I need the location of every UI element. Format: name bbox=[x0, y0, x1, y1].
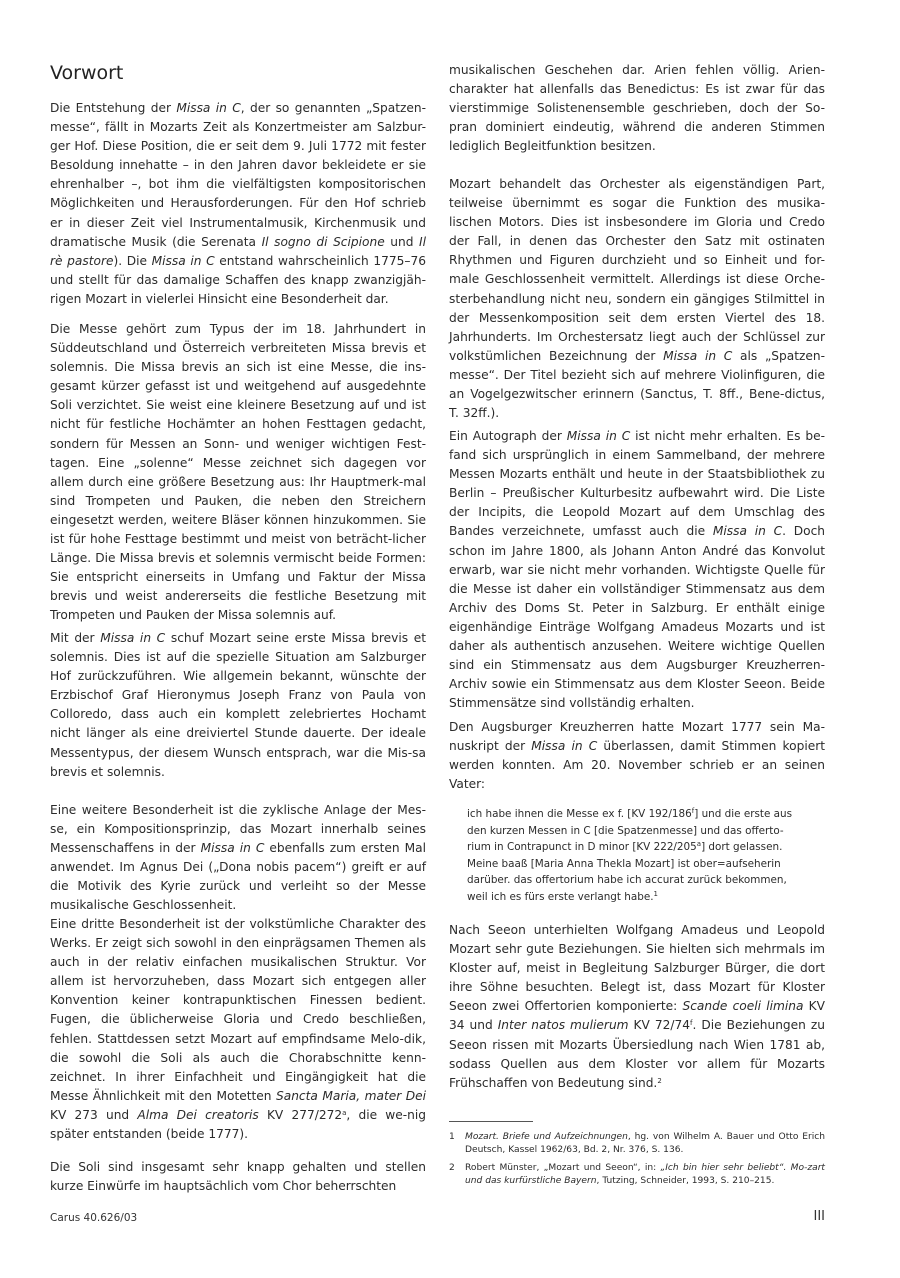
paragraph-musikalisches-geschehen: musikalischen Geschehen dar. Arien fehlen völlig. Arien-charakter hat allenfalls das Benedictus: Es ist zwar für das vierstimmige Solistenensemble geschrieben, doch der So-pran dominiert eindeutig, während die anderen Stimmen lediglich Begleitfunktion besitzen. bbox=[449, 63, 825, 154]
footnote-number: 2 bbox=[449, 1163, 455, 1173]
page-number: III bbox=[813, 1209, 825, 1224]
catalog-number: Carus 40.626/03 bbox=[50, 1212, 138, 1224]
letter-quote: ich habe ihnen die Messe ex f. [KV 192/186$^f$] und die erste aus den kurzen Messen in C [die Spatzenmesse] und das offerto-rium in Contrapunct in D minor [KV 222/205$^a$] dort gelassen. Meine baaß [Maria Anna Thekla Mozart] ist ober=aufseherin darüber. das offertorium habe ich accurat zurück bekommen, weil ich es fürs erste verlangt habe.$^1$ bbox=[467, 807, 793, 903]
paragraph-zyklische-anlage: Eine weitere Besonderheit ist die zyklische Anlage der Mes-se, ein Kompositionsprinzip, das Mozart innerhalb seines Messenschaffens in der Missa in C ebenfalls zum ersten Mal anwendet. Im Agnus Dei („Dona nobis pacem“) greift er auf die Motivik des Kyrie zurück und verleiht so der Messe musikalische Geschlossenheit. bbox=[50, 803, 427, 913]
footnote-2: 2 Robert Münster, „Mozart und Seeon“, in: „Ich bin hier sehr beliebt“. Mo-zart und das kurfürstliche Bayern, Tutzing, Schneider, 1993, S. 210–215. bbox=[449, 1162, 825, 1189]
paragraph-entstehung: Die Entstehung der Missa in C, der so genannten „Spatzen-messe“, fällt in Mozarts Zeit als Konzertmeister am Salzbur-ger Hof. Diese Position, die er seit dem 9. Juli 1772 mit fester Besoldung innehatte – in den Jahren davor bekleidete er sie ehrenhalber –, bot ihm die vielfältigsten kompositorischen Möglichkeiten und Herausforderungen. Für den Hof schrieb er in dieser Zeit viel Instrumentalmusik, Kirchenmusik und dramatische Musik (die Serenata Il sogno di Scipione und Il rè pastore). Die Missa in C entstand wahrscheinlich 1775–76 und stellt für das damalige Schaffen des knapp zwanzigjäh-rigen Mozart in vielerlei Hinsicht eine Besonderheit dar. bbox=[50, 101, 427, 306]
paragraph-augsburg: Den Augsburger Kreuzherren hatte Mozart 1777 sein Ma-nuskript der Missa in C überlassen, damit Stimmen kopiert werden konnten. Am 20. November schrieb er an seinen Vater: bbox=[449, 720, 826, 792]
paragraph-typus: Die Messe gehört zum Typus der im 18. Jahrhundert in Süddeutschland und Österreich verbreiteten Missa brevis et solemnis. Die Missa brevis an sich ist eine Messe, die ins-gesamt kürzer gefasst ist und weitgehend auf ausgedehnte Soli verzichtet. Sie weist eine kleinere Besetzung auf und ist nicht für festliche Hochämter an hohen Festtagen gedacht, sondern für Messen an Sonn- und weniger wichtigen Fest-tagen. Eine „solenne“ Messe zeichnet sich dagegen vor allem durch eine größere Besetzung aus: Ihr Hauptmerk-mal sind Trompeten und Pauken, die neben den Streichern eingesetzt werden, weitere Bläser können hinzukommen. Sie ist für hohe Festtage bestimmt und meist von beträcht-licher Länge. Die Missa brevis et solemnis vermischt beide Formen: Sie entspricht einerseits in Umfang und Faktur der Missa brevis und weist andererseits die festliche Besetzung mit Trompeten und Pauken der Missa solemnis auf. bbox=[50, 322, 426, 623]
footnote-1: 1 Mozart. Briefe und Aufzeichnungen, hg. von Wilhelm A. Bauer und Otto Erich Deutsch, Kassel 1962/63, Bd. 2, Nr. 376, S. 136. bbox=[449, 1131, 825, 1158]
paragraph-orchester: Mozart behandelt das Orchester als eigenständigen Part, teilweise übernimmt es sogar die Funktion des musika-lischen Motors. Dies ist insbesondere im Gloria und Credo der Fall, in denen das Orchester den Satz mit ostinaten Rhythmen und Figuren durchzieht und so Einheit und for-male Geschlossenheit vermittelt. Allerdings ist diese Orche-sterbehandlung nicht neu, sondern ein gängiges Stilmittel in der Messenkomposition seit dem ersten Viertel des 18. Jahrhunderts. Im Orchestersatz liegt auch der Schlüssel zur volkstümlichen Bezeichnung der Missa in C als „Spatzen-messe“. Der Titel bezieht sich auf mehrere Violinfiguren, die an Vogelgezwitscher erinnern (Sanctus, T. 8ff., Bene-dictus, T. 32ff.). bbox=[449, 177, 825, 421]
paragraph-erste-missa: Mit der Missa in C schuf Mozart seine erste Missa brevis et solemnis. Dies ist auf die spezielle Situation am Salzburger Hof zurückzuführen. Wie allgemein bekannt, wünschte der Erzbischof Graf Hieronymus Joseph Franz von Paula von Colloredo, dass auch ein komplett zelebriertes Hochamt nicht länger als eine dreiviertel Stunde dauerte. Der ideale Messentypus, der diesem Wunsch entsprach, war die Mis-sa brevis et solemnis. bbox=[50, 631, 426, 779]
paragraph-volkstuemlich: Eine dritte Besonderheit ist der volkstümliche Charakter des Werks. Er zeigt sich sowohl in den einprägsamen Themen als auch in der relativ einfachen musikalischen Struktur. Vor allem ist hervorzuheben, dass Mozart sich entgegen aller Konvention keiner kontrapunktischen Finessen bedient. Fugen, die üblicherweise Gloria und Credo beschließen, fehlen. Stattdessen setzt Mozart auf empfindsame Melo-dik, die sowohl die Soli als auch die Chorabschnitte kenn-zeichnet. In ihrer Einfachheit und Eingängigkeit hat die Messe Ähnlichkeit mit den Motetten Sancta Maria, mater Dei KV 273 und Alma Dei creatoris KV 277/272$^a$, die we-nig später entstanden (beide 1777). bbox=[50, 917, 426, 1142]
paragraph-seeon: Nach Seeon unterhielten Wolfgang Amadeus und Leopold Mozart sehr gute Beziehungen. Sie hielten sich mehrmals im Kloster auf, meist in Begleitung Salzburger Bürger, die dort ihre Söhne besuchten. Belegt ist, dass Mozart für Kloster Seeon zwei Offertorien komponierte: Scande coeli limina KV 34 und Inter natos mulierum KV 72/74$^f$. Die Beziehungen zu Seeon rissen mit Mozarts Übersiedlung nach Wien 1781 ab, sodass Quellen aus dem Kloster vor allem für Mozarts Frühschaffen von Bedeutung sind.$^2$ bbox=[449, 923, 825, 1090]
paragraph-autograph: Ein Autograph der Missa in C ist nicht mehr erhalten. Es be-fand sich ursprünglich in einem Sammelband, der mehrere Messen Mozarts enthält und heute in der Staatsbibliothek zu Berlin – Preußischer Kulturbesitz aufbewahrt wird. Die Liste der Incipits, die Leopold Mozart auf dem Umschlag des Bandes verzeichnete, umfasst auch die Missa in C. Doch schon im Jahre 1800, als Johann Anton André das Konvolut erwarb, war sie nicht mehr vorhanden. Wichtigste Quelle für die Messe ist daher ein vollständiger Stimmensatz aus dem Archiv des Doms St. Peter in Salzburg. Er enthält einige eigenhändige Einträge Wolfgang Amadeus Mozarts und ist daher als authentisch anzusehen. Weitere wichtige Quellen sind ein Stimmensatz aus dem Augsburger Kreuzherren-Archiv sowie ein Stimmensatz aus dem Kloster Seeon. Beide Stimmensätze sind vollständig erhalten. bbox=[449, 429, 826, 711]
footnote-number: 1 bbox=[449, 1132, 455, 1142]
footnote-divider bbox=[449, 1121, 533, 1122]
paragraph-soli: Die Soli sind insgesamt sehr knapp gehalten und stellen kurze Einwürfe im hauptsächlich vom Chor beherrschten bbox=[50, 1160, 426, 1194]
page-title: Vorwort bbox=[50, 62, 124, 84]
